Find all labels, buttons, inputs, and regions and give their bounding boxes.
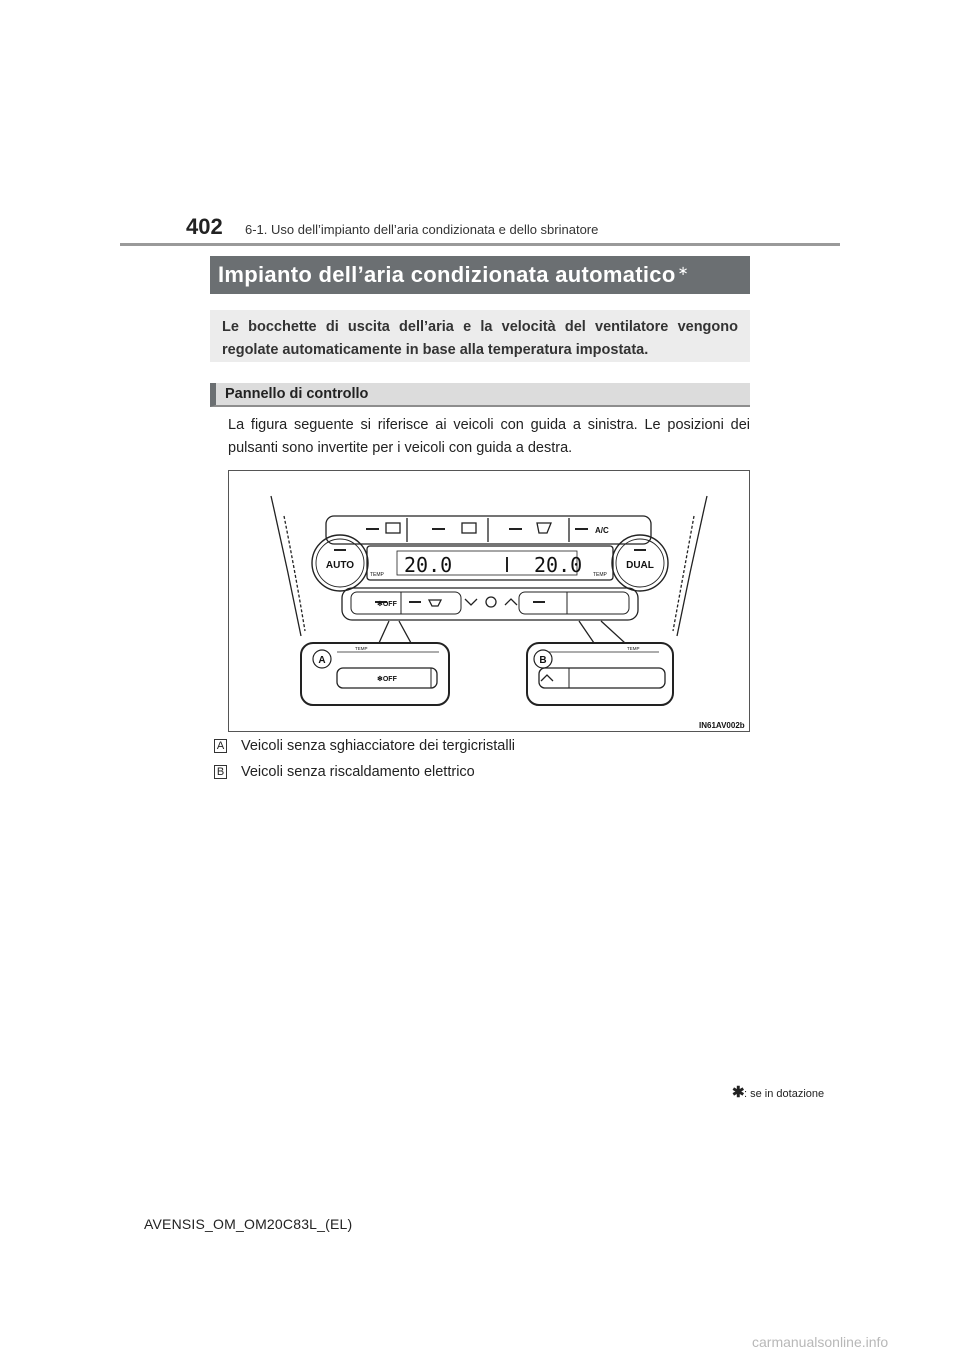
legend-text-b: Veicoli senza riscaldamento elettrico xyxy=(241,764,475,780)
front-defroster-icon xyxy=(386,523,400,533)
footnote xyxy=(732,1084,825,1101)
page-number: 402 xyxy=(186,214,223,239)
callout-a-off-label: ❄OFF xyxy=(377,676,397,683)
dash-curve-right-outer xyxy=(677,496,707,636)
left-lower-buttons xyxy=(351,592,461,614)
temp-label-left: TEMP xyxy=(370,572,384,578)
callout-pointer-a xyxy=(379,621,411,643)
rear-defroster-icon xyxy=(462,523,476,533)
figure-code: IN61AV002b xyxy=(699,721,745,730)
control-panel-figure xyxy=(228,470,750,732)
section-title: Impianto dell’aria condizionata automatico xyxy=(218,262,676,287)
auto-knob-label: AUTO xyxy=(325,560,355,571)
legend-key-b: B xyxy=(214,765,227,779)
body-paragraph: La figura seguente si riferisce ai veicoli con guida a sinistra. Le posizioni dei pulsanti sono invertite per i veicoli con guida a destra. xyxy=(228,417,750,456)
ac-button-label: A/C xyxy=(595,526,609,535)
temp-label-right: TEMP xyxy=(593,572,607,578)
callout-b-temp-label: TEMP xyxy=(627,646,640,651)
legend-text-a: Veicoli senza sghiacciatore dei tergicristalli xyxy=(241,738,516,754)
subheading-control-panel: Pannello di controllo xyxy=(210,383,750,407)
dash-curve-left-inner xyxy=(284,516,305,631)
recirculation-icon xyxy=(537,523,551,533)
windshield-wiper-deicer-icon xyxy=(429,600,441,606)
control-panel-illustration xyxy=(229,471,751,733)
fan-up-icon xyxy=(541,675,553,681)
optional-equipment-asterisk: ∗ xyxy=(677,263,689,278)
callout-pointer-b xyxy=(579,621,625,643)
callout-a-temp-label: TEMP xyxy=(355,646,368,651)
legend-key-a: A xyxy=(214,739,227,753)
header-divider xyxy=(120,243,840,246)
callout-a-key: A xyxy=(318,655,326,666)
display-temp-right: 20.0 xyxy=(534,553,583,577)
section-title-banner xyxy=(210,256,750,294)
watermark: carmanualsonline.info xyxy=(752,1334,889,1350)
footnote-star-icon: ✱ xyxy=(732,1084,745,1101)
panel-off-button-label: ❄OFF xyxy=(377,601,397,608)
display-temp-left: 20.0 xyxy=(404,553,453,577)
legend-item-a xyxy=(214,738,515,754)
intro-summary: Le bocchette di uscita dell’aria e la velocità del ventilatore vengono regolate automaticamente in base alla temperatura impostata. xyxy=(210,310,750,362)
callout-b-key: B xyxy=(539,655,547,666)
dash-curve-right-inner xyxy=(673,516,694,631)
document-code: AVENSIS_OM_OM20C83L_(EL) xyxy=(144,1216,353,1232)
running-head: 6-1. Uso dell’impianto dell’aria condizionata e dello sbrinatore xyxy=(245,222,599,237)
dual-knob-label: DUAL xyxy=(626,560,654,571)
dash-curve-left-outer xyxy=(271,496,301,636)
callout-b-buttons xyxy=(539,668,665,688)
fan-icon xyxy=(486,597,496,607)
fan-up-icon xyxy=(505,599,517,605)
legend-item-b xyxy=(214,764,475,780)
fan-down-icon xyxy=(465,599,477,605)
footnote-text: : se in dotazione xyxy=(744,1088,825,1100)
